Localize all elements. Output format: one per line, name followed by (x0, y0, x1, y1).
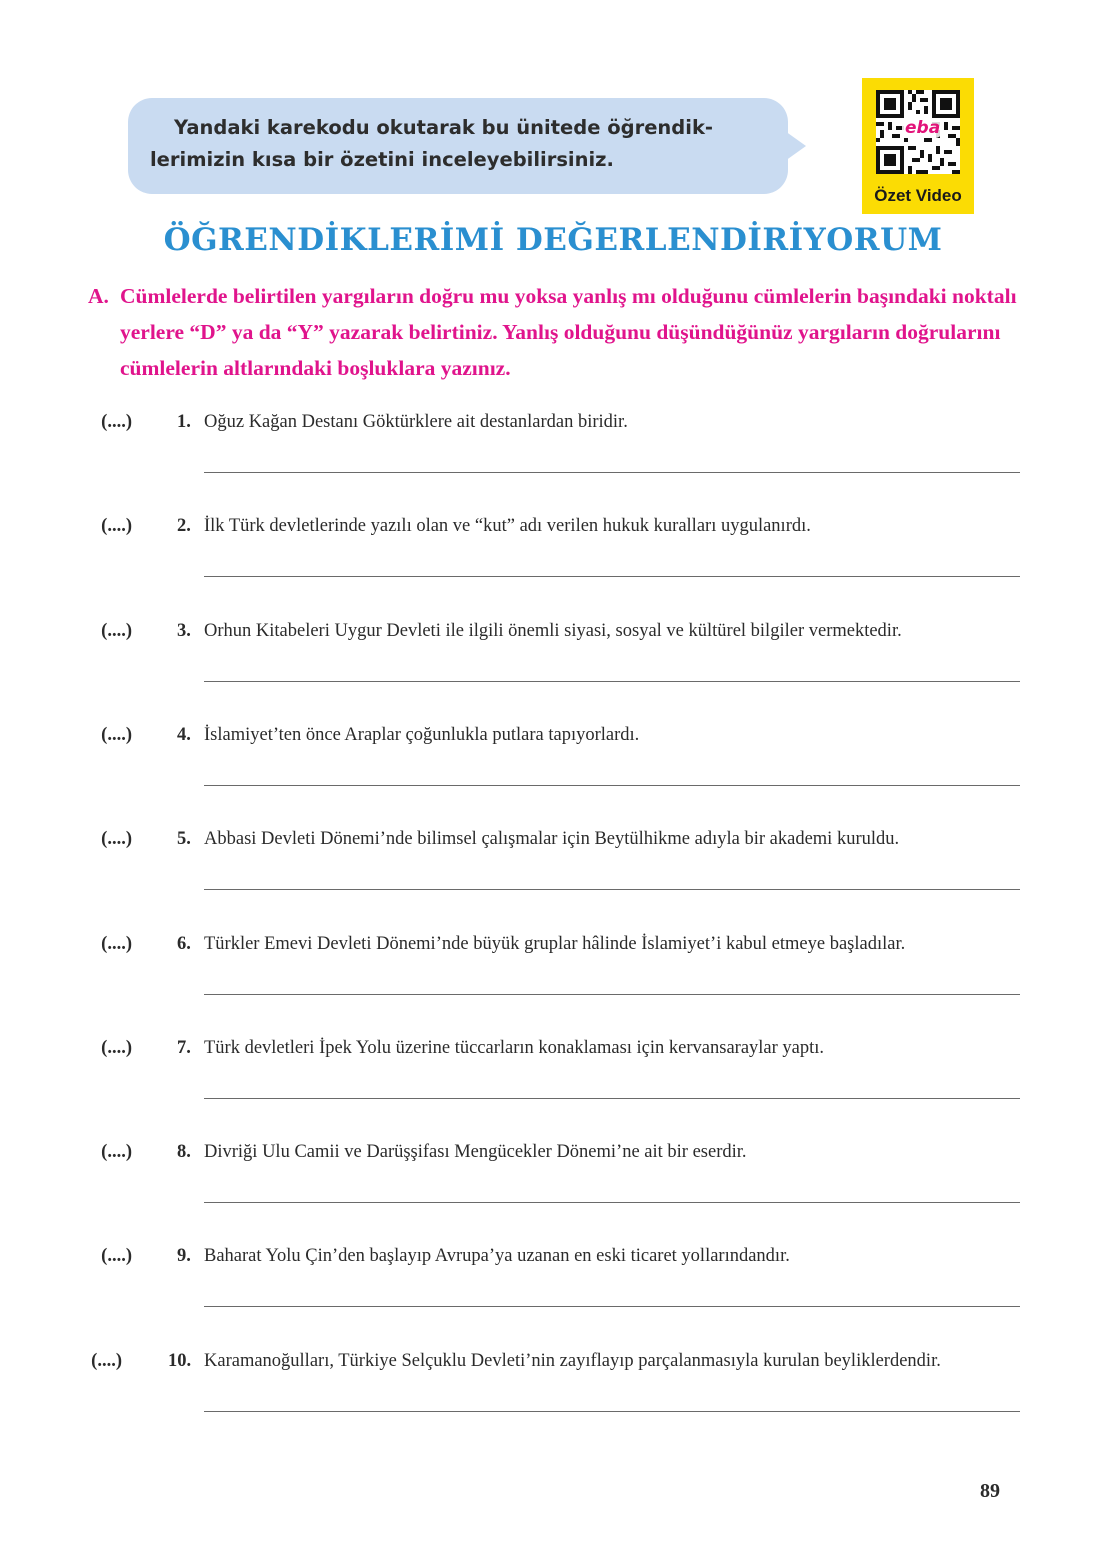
qr-code-panel[interactable] (862, 78, 974, 214)
answer-mark-blank[interactable]: (....) (101, 725, 132, 745)
question-number: 8. (177, 1142, 191, 1162)
answer-line[interactable] (204, 1098, 1020, 1099)
answer-mark-blank[interactable]: (....) (101, 621, 132, 641)
question-number: 3. (177, 621, 191, 641)
eba-logo: eba (902, 118, 943, 138)
question-text: Divriği Ulu Camii ve Darüşşifası Mengücekler Dönemi’ne ait bir eserdir. (204, 1142, 747, 1162)
question-number: 4. (177, 725, 191, 745)
question-text: Abbasi Devleti Dönemi’nde bilimsel çalışmalar için Beytülhikme adıyla bir akademi kuruldu. (204, 829, 900, 849)
question-number: 10. (168, 1351, 192, 1371)
answer-line[interactable] (204, 785, 1020, 786)
answer-line[interactable] (204, 472, 1020, 473)
answer-mark-blank[interactable]: (....) (101, 829, 132, 849)
answer-line[interactable] (204, 994, 1020, 995)
question-number: 1. (177, 412, 191, 432)
intro-bubble-tail (778, 126, 806, 166)
intro-text (150, 112, 770, 176)
answer-line[interactable] (204, 576, 1020, 577)
section-label: A. (88, 284, 109, 308)
page-title: ÖĞRENDİKLERİMİ DEĞERLENDİRİYORUM (163, 222, 943, 258)
answer-mark-blank[interactable]: (....) (101, 934, 132, 954)
question-text: Oğuz Kağan Destanı Göktürklere ait destanlardan biridir. (204, 412, 628, 432)
question-text: Baharat Yolu Çin’den başlayıp Avrupa’ya uzanan en eski ticaret yollarındandır. (204, 1246, 790, 1266)
answer-mark-blank[interactable]: (....) (101, 412, 132, 432)
question-text: Türk devletleri İpek Yolu üzerine tüccarların konaklaması için kervansaraylar yaptı. (204, 1038, 825, 1058)
question-text: Karamanoğulları, Türkiye Selçuklu Devleti’nin zayıflayıp parçalanmasıyla kurulan beyliklerdendir. (204, 1351, 941, 1371)
question-number: 9. (177, 1246, 191, 1266)
question-text: Türkler Emevi Devleti Dönemi’nde büyük gruplar hâlinde İslamiyet’i kabul etmeye başladılar. (204, 934, 906, 954)
intro-line-1: Yandaki karekodu okutarak bu ünitede öğrendik- (174, 116, 714, 139)
answer-mark-blank[interactable]: (....) (91, 1351, 122, 1371)
instruction-text: Cümlelerde belirtilen yargıların doğru mu yoksa yanlış mı olduğunu cümlelerin başındaki noktalı yerlere “D” ya da “Y” yazarak belirtiniz. Yanlış olduğunu düşündüğünüz yargıların doğrularını cümlelerin altlarındaki boşluklara yazınız. (120, 284, 1017, 380)
question-text: İlk Türk devletlerinde yazılı olan ve “kut” adı verilen hukuk kuralları uygulanırdı. (204, 516, 811, 536)
intro-line-2: lerimizin kısa bir özetini inceleyebilirsiniz. (150, 148, 614, 171)
answer-mark-blank[interactable]: (....) (101, 1142, 132, 1162)
page-number: 89 (980, 1480, 1000, 1502)
question-number: 5. (177, 829, 191, 849)
answer-mark-blank[interactable]: (....) (101, 1038, 132, 1058)
answer-line[interactable] (204, 1411, 1020, 1412)
section-instruction (88, 278, 1038, 386)
qr-code-icon[interactable] (876, 90, 960, 174)
question-number: 6. (177, 934, 191, 954)
answer-line[interactable] (204, 681, 1020, 682)
answer-line[interactable] (204, 1306, 1020, 1307)
qr-caption: Özet Video (874, 186, 962, 205)
question-text: Orhun Kitabeleri Uygur Devleti ile ilgili önemli siyasi, sosyal ve kültürel bilgiler vermektedir. (204, 621, 902, 641)
answer-line[interactable] (204, 1202, 1020, 1203)
question-text: İslamiyet’ten önce Araplar çoğunlukla putlara tapıyorlardı. (204, 725, 640, 745)
answer-mark-blank[interactable]: (....) (101, 1246, 132, 1266)
answer-line[interactable] (204, 889, 1020, 890)
answer-mark-blank[interactable]: (....) (101, 516, 132, 536)
question-number: 2. (177, 516, 191, 536)
question-number: 7. (177, 1038, 191, 1058)
